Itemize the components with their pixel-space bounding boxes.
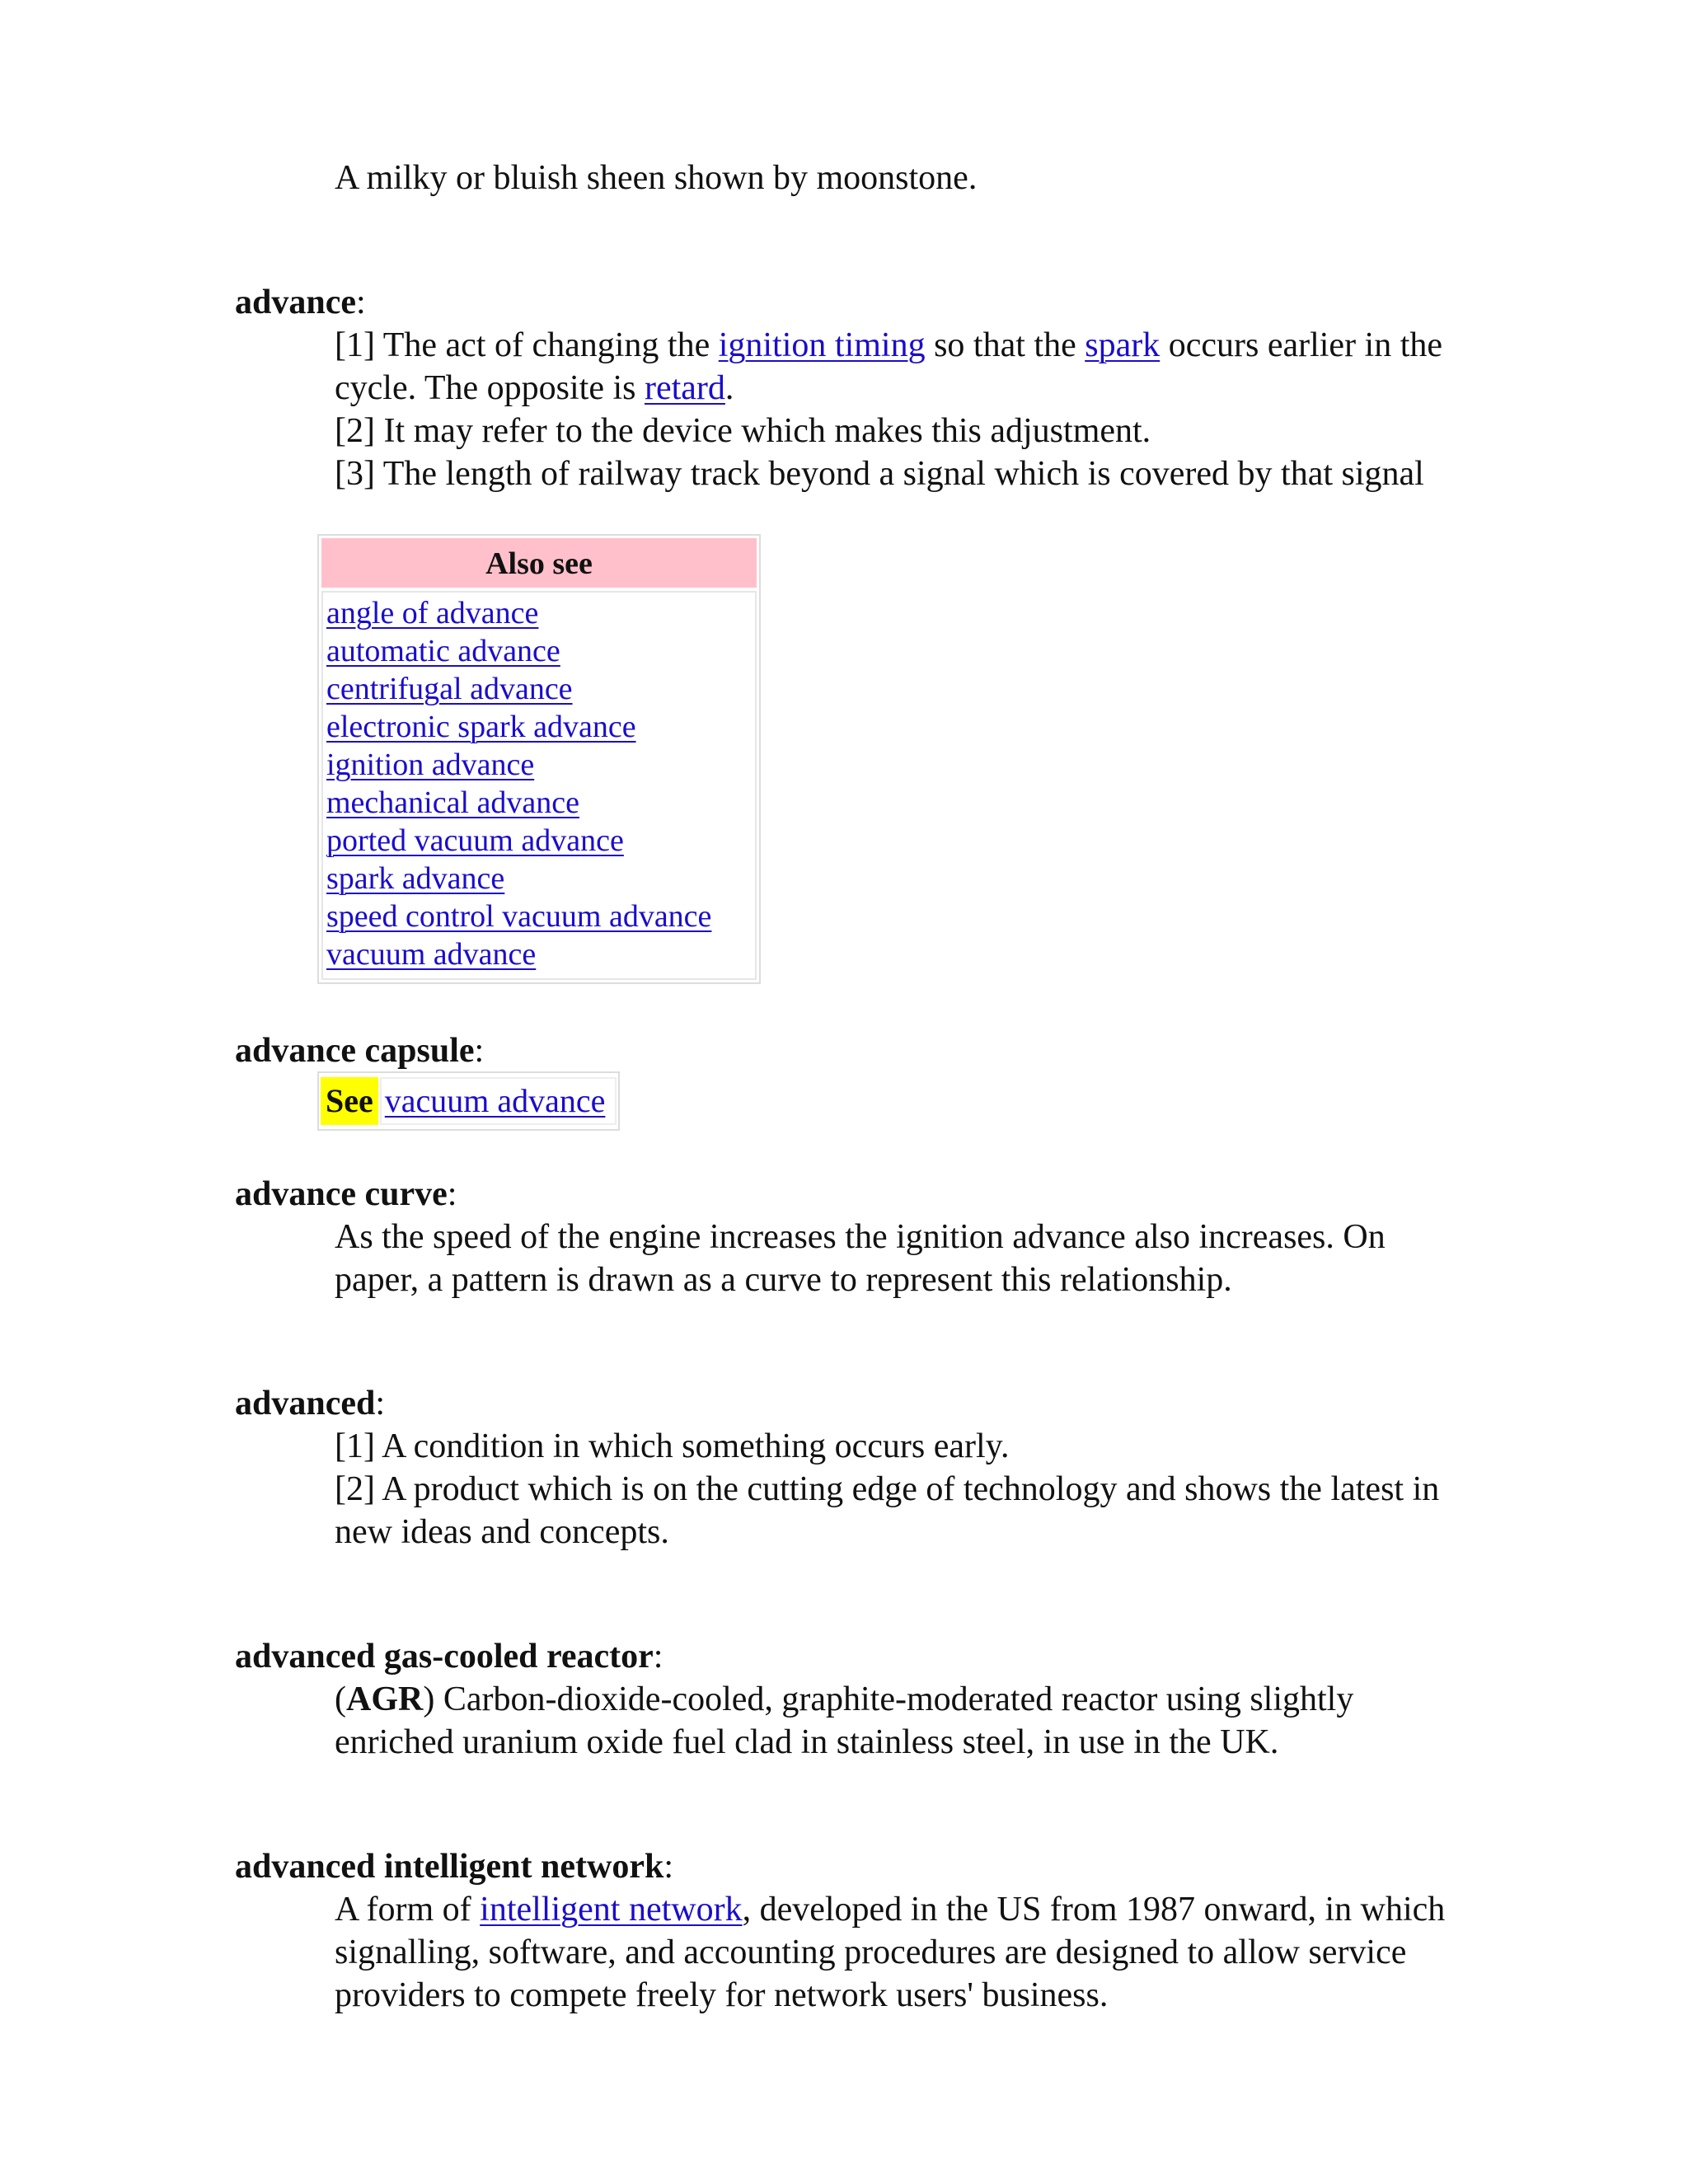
link-retard[interactable]: retard xyxy=(644,369,725,407)
definition-advanced-gas-cooled-reactor xyxy=(335,1678,1456,1764)
definition-item-3: [3] The length of railway track beyond a signal which is covered by that signal xyxy=(335,455,1424,493)
definition-text: . xyxy=(724,369,734,407)
term-advance xyxy=(235,281,366,324)
term-colon: : xyxy=(375,1385,386,1422)
link-spark-advance[interactable]: spark advance xyxy=(326,861,505,896)
definition-text: so that the xyxy=(925,326,1085,364)
also-see-item xyxy=(326,860,755,898)
link-electronic-spark-advance[interactable]: electronic spark advance xyxy=(326,710,636,744)
definition-text: Carbon-dioxide-cooled, graphite-moderated reactor using slightly enriched uranium oxide fuel clad in stainless steel, in use in the UK. xyxy=(335,1680,1354,1761)
also-see-item xyxy=(326,784,755,822)
link-intelligent-network[interactable]: intelligent network xyxy=(480,1891,743,1929)
also-see-item xyxy=(326,708,755,746)
definition-text: , developed in the US from 1987 onward, in which signalling, software, and accounting procedures are designed to allow service providers to compete freely for network users' business. xyxy=(335,1891,1446,2014)
link-spark[interactable]: spark xyxy=(1085,326,1160,364)
abbreviation: AGR xyxy=(346,1680,424,1718)
link-vacuum-advance[interactable]: vacuum advance xyxy=(326,937,537,972)
see-reference-box xyxy=(317,1071,620,1131)
term-label: advanced gas-cooled reactor xyxy=(235,1638,654,1675)
term-advanced-intelligent-network xyxy=(235,1845,673,1888)
also-see-item xyxy=(326,822,755,860)
definition-advance xyxy=(335,324,1456,495)
see-label: See xyxy=(321,1077,378,1125)
definition-text: [1] The act of changing the xyxy=(335,326,719,364)
definition-item-1 xyxy=(335,324,1456,410)
link-angle-of-advance[interactable]: angle of advance xyxy=(326,596,539,630)
term-colon: : xyxy=(474,1032,485,1070)
definition-text: A form of xyxy=(335,1891,481,1929)
term-colon: : xyxy=(653,1638,663,1675)
definition-advanced-intelligent-network xyxy=(335,1888,1456,2017)
term-colon: : xyxy=(663,1848,673,1886)
definition-advanced xyxy=(335,1425,1456,1554)
link-mechanical-advance[interactable]: mechanical advance xyxy=(326,785,579,820)
link-automatic-advance[interactable]: automatic advance xyxy=(326,634,560,668)
definition-text: ) xyxy=(423,1680,435,1718)
definition-item-2: [2] A product which is on the cutting edge of technology and shows the latest in new ideas and concepts. xyxy=(335,1470,1440,1551)
also-see-item xyxy=(326,935,755,973)
also-see-item xyxy=(326,670,755,708)
term-label: advance capsule xyxy=(235,1032,475,1070)
term-colon: : xyxy=(356,284,366,321)
also-see-item xyxy=(326,746,755,784)
definition-text: ( xyxy=(335,1680,346,1718)
term-label: advanced xyxy=(235,1385,376,1422)
term-label: advanced intelligent network xyxy=(235,1848,664,1886)
definition-item-2: [2] It may refer to the device which makes this adjustment. xyxy=(335,412,1151,450)
also-see-item xyxy=(326,898,755,935)
link-ignition-advance[interactable]: ignition advance xyxy=(326,748,535,782)
also-see-item xyxy=(326,632,755,670)
link-speed-control-vacuum-advance[interactable]: speed control vacuum advance xyxy=(326,899,712,934)
also-see-item xyxy=(326,594,755,632)
term-advanced xyxy=(235,1382,385,1425)
link-centrifugal-advance[interactable]: centrifugal advance xyxy=(326,672,573,706)
also-see-box xyxy=(317,534,761,984)
definition-advance-curve: As the speed of the engine increases the ignition advance also increases. On paper, a pattern is drawn as a curve to represent this relationship. xyxy=(335,1218,1386,1299)
also-see-list xyxy=(321,591,757,980)
term-colon: : xyxy=(447,1175,457,1213)
term-advance-capsule xyxy=(235,1029,484,1072)
definition-text: occurs earlier in the cycle. The opposite is xyxy=(335,326,1443,407)
term-advance-curve xyxy=(235,1173,457,1216)
link-ported-vacuum-advance[interactable]: ported vacuum advance xyxy=(326,823,624,858)
term-label: advance xyxy=(235,284,356,321)
link-ignition-timing[interactable]: ignition timing xyxy=(718,326,926,364)
intro-definition: A milky or bluish sheen shown by moonstone. xyxy=(335,159,978,197)
also-see-title: Also see xyxy=(321,538,757,588)
see-target xyxy=(380,1077,617,1125)
term-label: advance curve xyxy=(235,1175,448,1213)
definition-item-1: [1] A condition in which something occurs early. xyxy=(335,1427,1010,1465)
term-advanced-gas-cooled-reactor xyxy=(235,1635,663,1678)
link-vacuum-advance-see[interactable]: vacuum advance xyxy=(384,1082,606,1119)
